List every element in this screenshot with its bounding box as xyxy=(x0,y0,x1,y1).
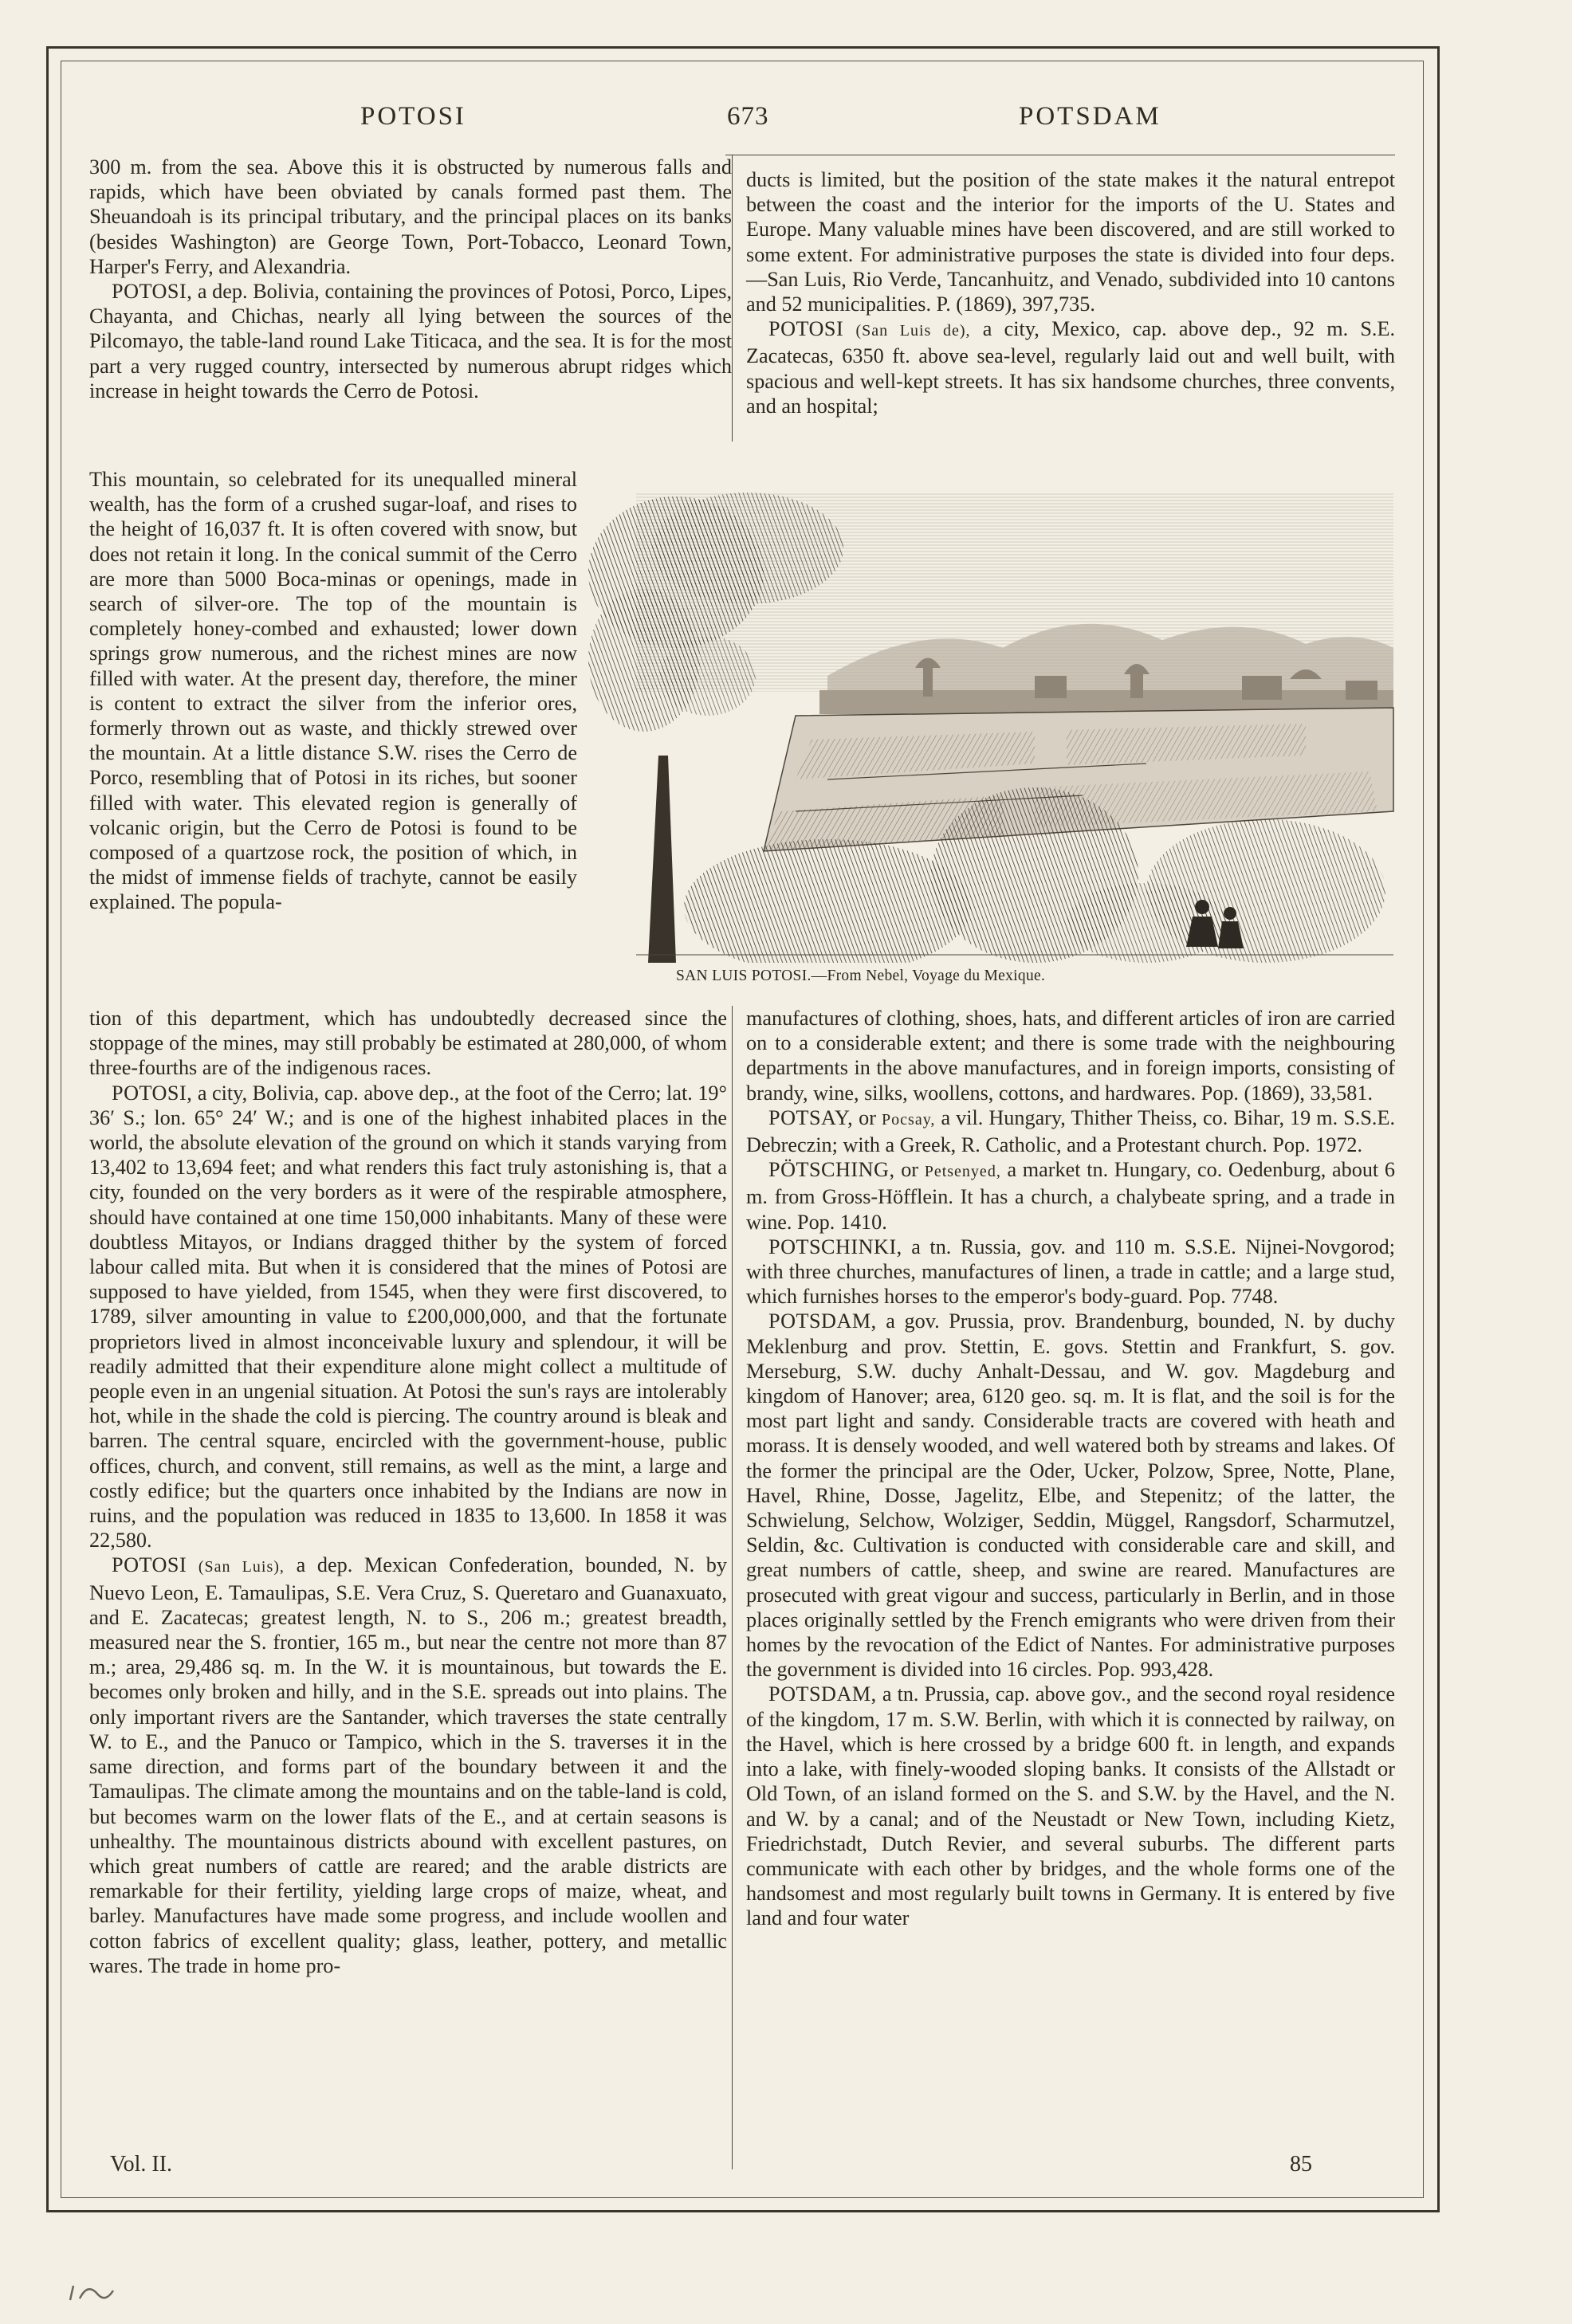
alt-name: Petsenyed, xyxy=(924,1163,1001,1181)
right-column-lower xyxy=(746,1006,1395,1931)
left-column-lower xyxy=(89,1006,727,1978)
entry-potosi-mexico-city xyxy=(746,316,1395,418)
column-rule-upper xyxy=(732,155,733,442)
connector: or xyxy=(901,1158,919,1182)
entry-potosi-bolivia-dep xyxy=(89,279,732,403)
illustration-caption: SAN LUIS POTOSI.—From Nebel, Voyage du Mexique. xyxy=(676,968,1046,984)
entry-potsdam-gov xyxy=(746,1309,1395,1682)
continuation-paragraph: ducts is limited, but the position of the state makes it the natural entrepot between the coast and the interior for the imports of the U. States and Europe. Many valuable mines have been discovered, and are still worked to some extent. For administrative purposes the state is divided into four deps. —San Luis, Rio Verde, Tancanhuitz, and Venado, subdivided into 10 cantons and 52 municipalities. P. (1869), 397,735. xyxy=(746,168,1395,316)
running-head-left: POTOSI xyxy=(360,102,466,131)
headword: POTOSI, xyxy=(112,1081,193,1105)
entry-text: a dep. Mexican Confederation, bounded, N. by Nuevo Leon, E. Tamaulipas, S.E. Vera Cruz, S. Queretaro and Guanaxuato, and E. Zacatecas; greatest length, N. to S., 206 m.; greatest breadth, measured near the S. frontier, 165 m., but near the centre not more than 87 m.; area, 29,486 sq. m. In the W. it is mountainous, but towards the E. becomes only broken and hilly, and in the S.E. spreads out into plains. The only important rivers are the Santander, which traverses the state centrally W. to E., and the Panuco or Tampico, which in the S. traverses it in the same direction, and forms part of the boundary between it and the Tamaulipas. The climate among the mountains and on the table-land is cold, but becomes warm on the lower flats of the E., and at certain seasons is unhealthy. The mountainous districts abound with excellent pastures, on which great numbers of cattle are reared; and the arable districts are remarkable for their fertility, yielding large crops of maize, wheat, and barley. Manufactures have made some progress, and include woollen and cotton fabrics of excellent quality; glass, leather, pottery, and metallic wares. The trade in home pro- xyxy=(89,1553,727,1977)
left-column-wrap xyxy=(89,467,577,915)
alt-name: Pocsay, xyxy=(882,1110,936,1129)
entry-potosi-mexico-dep xyxy=(89,1553,727,1977)
entry-text: a gov. Prussia, prov. Brandenburg, bounded, N. by duchy Meklenburg and prov. Stettin, E. govs. Stettin and Frankfurt, S. gov. Merseburg, S.W. duchy Anhalt-Dessau, and W. gov. Magdeburg and kingdom of Hanover; area, 6120 geo. sq. m. It is flat, and the soil is for the most part light and sandy. Considerable tracts are covered with heath and morass. It is densely wooded, and well watered both by streams and lakes. Of the former the principal are the Oder, Ucker, Polzow, Spree, Notte, Plane, Havel, Rhine, Dosse, Jagelitz, Elbe, and Stepenitz; of the latter, the Schwielung, Selchow, Wolziger, Seddin, Müggel, Rangsdorf, Scharmutzel, Seldin, &c. Cultivation is conducted with considerable care and skill, and great numbers of cattle, sheep, and swine are reared. Manufactures are prosecuted with great vigour and success, particularly in Berlin, and in those places originally settled by the French emigrants who were driven from their homes by the revocation of the Edict of Nantes. For administrative purposes the government is divided into 16 circles. Pop. 993,428. xyxy=(746,1309,1395,1682)
entry-text: a city, Mexico, cap. above dep., 92 m. S.E. Zacatecas, 6350 ft. above sea-level, regularly laid out and well built, with spacious and well-kept streets. It has six handsome churches, three convents, and an hospital; xyxy=(746,317,1395,418)
headword: POTSDAM, xyxy=(768,1682,877,1706)
alt-name: (San Luis), xyxy=(198,1558,285,1576)
headword: POTOSI xyxy=(112,1553,187,1577)
signature-mark: 85 xyxy=(1290,2152,1312,2177)
wrap-paragraph: This mountain, so celebrated for its unequalled mineral wealth, has the form of a crushed sugar-loaf, and rises to the height of 16,037 ft. It is often covered with snow, but does not retain it long. In the conical summit of the Cerro are more than 5000 Boca-minas or openings, made in search of silver-ore. The top of the mountain is completely honey-combed and exhausted; lower down springs grow numerous, and the richest mines are now filled with water. At the present day, therefore, the miner is content to extract the silver from the inferior ores, formerly thrown out as waste, and thickly strewed over the mountain. At a little distance S.W. rises the Cerro de Porco, resembling that of Potosi in its riches, but sooner filled with water. This elevated region is generally of volcanic origin, but the Cerro de Potosi is found to be composed of a quartzose rock, the position of which, in the midst of immense fields of trachyte, cannot be easily explained. The popula- xyxy=(89,468,577,914)
headword: POTSAY, xyxy=(768,1105,854,1129)
running-head-right: POTSDAM xyxy=(1019,102,1161,131)
page-number: 673 xyxy=(727,102,769,131)
entry-potsay xyxy=(746,1105,1395,1157)
entry-potsdam-town xyxy=(746,1682,1395,1930)
continuation-paragraph: 300 m. from the sea. Above this it is obstructed by numerous falls and rapids, which have been obviated by canals formed past them. The Sheuandoah is its principal tributary, and the principal places on its banks (besides Washington) are George Town, Port-Tobacco, Leonard Town, Harper's Ferry, and Alexandria. xyxy=(89,155,732,278)
headword: POTSCHINKI, xyxy=(768,1235,902,1258)
connector: or xyxy=(859,1105,876,1129)
entry-text: a city, Bolivia, cap. above dep., at the foot of the Cerro; lat. 19° 36′ S.; lon. 65° 24′ W.; and is one of the highest inhabited places in the world, the absolute elevation of the ground on which it stands varying from 13,402 to 13,694 feet; and what renders this fact truly astonishing is, that a city, founded on the very borders as it were of the respirable atmosphere, should have contained at one time 150,000 inhabitants. Many of these were doubtless Mitayos, or Indians dragged thither by the system of forced labour called mita. But when it is considered that the mines of Potosi are supposed to have yielded, from 1545, when they were first discovered, to 1789, silver amounting in value to £200,000,000, and that the fortunate proprietors lived in almost inconceivable luxury and splendour, it will be readily admitted that their expenditure alone might collect a multitude of people even in an ungenial situation. At Potosi the sun's rays are intolerably hot, while in the shade the cold is piercing. The country around is bleak and barren. The central square, encircled with the government-house, public offices, church, and convent, still remains, as well as the mint, a large and costly edifice; but the quarters once inhabited by the Indians are now in ruins, and the population was reduced in 1835 to 13,600. In 1858 it was 22,580. xyxy=(89,1081,727,1553)
column-rule-lower xyxy=(732,1006,733,2169)
headword: POTOSI xyxy=(768,317,844,341)
after-wrap-paragraph: tion of this department, which has undoubtedly decreased since the stoppage of the mines, may still probably be estimated at 280,000, of whom three-fourths are of the indigenous races. xyxy=(89,1007,727,1080)
after-illustration-paragraph: manufactures of clothing, shoes, hats, and different articles of iron are carried on to a considerable extent; and there is some trade with the neighbouring departments in the above manufactures, and in foreign imports, consisting of brandy, wine, silks, woollens, cottons, and hardwares. Pop. (1869), 33,581. xyxy=(746,1007,1395,1105)
headword: POTOSI, xyxy=(112,280,193,304)
headword: POTSDAM, xyxy=(768,1309,877,1333)
left-column-top xyxy=(89,155,732,403)
entry-text: a dep. Bolivia, containing the provinces of Potosi, Porco, Lipes, Chayanta, and Chichas, nearly all lying between the sources of the Pilcomayo, the table-land round Lake Titicaca, and the sea. It is for the most part a very rugged country, intersected by numerous abrupt ridges which increase in height towards the Cerro de Potosi. xyxy=(89,280,733,402)
entry-potsching xyxy=(746,1157,1395,1235)
volume-mark: Vol. II. xyxy=(110,2152,173,2177)
pencil-mark xyxy=(64,2276,136,2308)
san-luis-potosi-engraving xyxy=(588,477,1395,963)
entry-text: a tn. Russia, gov. and 110 m. S.S.E. Nijnei-Novgorod; with three churches, manufactures of linen, a trade in cattle; and a large stud, which furnishes horses to the emperor's body-guard. Pop. 7748. xyxy=(746,1235,1395,1309)
entry-text: a vil. Hungary, Thither Theiss, co. Bihar, 19 m. S.S.E. Debreczin; with a Greek, R. Catholic, and a Protestant church. Pop. 1972. xyxy=(746,1105,1396,1157)
headword: PÖTSCHING, xyxy=(768,1158,895,1182)
entry-text: a tn. Prussia, cap. above gov., and the second royal residence of the kingdom, 17 m. S.W. Berlin, with which it is connected by railway, on the Havel, which is here crossed by a bridge 600 ft. in length, and expands into a lake, with finely-wooded sloping banks. It consists of the Allstadt or Old Town, of an island formed on the S. and S.W. by the Havel, and the N. and W. by a canal; and of the Neustadt or New Town, including Kietz, Friedrichstadt, Dutch Revier, and several suburbs. The different parts communicate with each other by bridges, and the whole forms one of the handsomest and most regularly built towns in Germany. It is entered by five land and four water xyxy=(746,1682,1395,1930)
alt-name: (San Luis de), xyxy=(855,322,971,340)
entry-potosi-bolivia-city xyxy=(89,1081,727,1553)
right-column-top xyxy=(746,167,1395,418)
entry-potschinki xyxy=(746,1235,1395,1309)
entry-text: a market tn. Hungary, co. Oedenburg, about 6 m. from Gross-Höfflein. It has a church, a chalybeate spring, and a trade in wine. Pop. 1410. xyxy=(746,1158,1395,1234)
